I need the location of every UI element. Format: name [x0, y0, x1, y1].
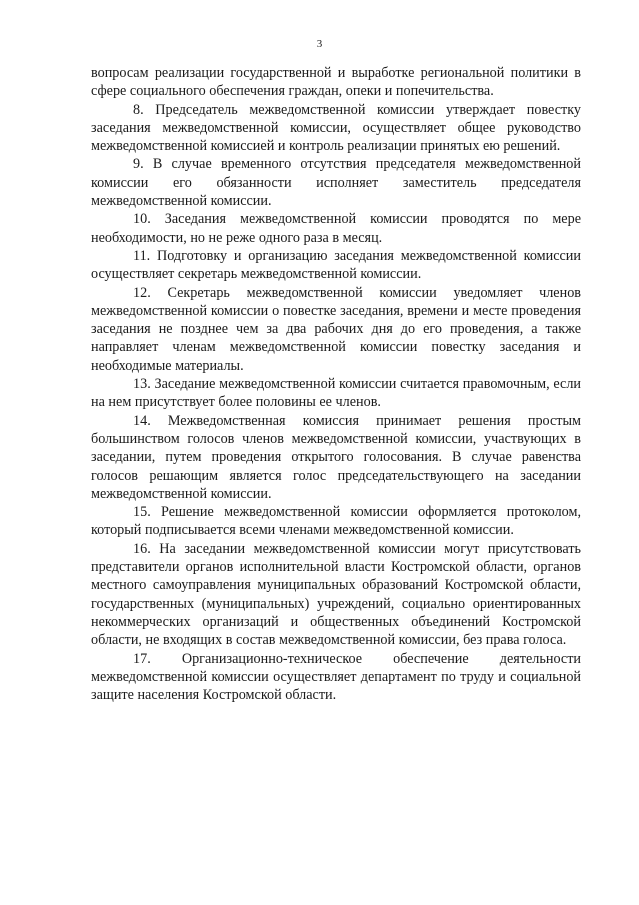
paragraph-13: 13. Заседание межведомственной комиссии считается правомочным, если на нем присутствует более половины ее членов. [91, 376, 581, 411]
paragraph-11: 11. Подготовку и организацию заседания межведомственной комиссии осуществляет секретарь межведомственной комиссии. [91, 247, 581, 283]
document-body [91, 64, 581, 704]
paragraph-12: 12. Секретарь межведомственной комиссии уведомляет членов межведомственной комиссии о повестке заседания, времени и месте проведения заседания не позднее чем за два рабочих дня до его проведения, а также направляет членам межведомственной комиссии повестку заседания и необходимые материалы. [91, 284, 581, 374]
paragraph-continuation: вопросам реализации государственной и выработке региональной политики в сфере социального обеспечения граждан, опеки и попечительства. [91, 65, 581, 100]
paragraph-9: 9. В случае временного отсутствия председателя межведомственной комиссии его обязанности исполняет заместитель председателя межведомственной комиссии. [91, 156, 581, 210]
paragraph-14: 14. Межведомственная комиссия принимает решения простым большинством голосов членов межведомственной комиссии, участвующих в заседании, путем проведения открытого голосования. В случае равенства голосов решающим является голос председательствующего на заседании межведомственной комиссии. [91, 412, 581, 502]
paragraph-16: 16. На заседании межведомственной комиссии могут присутствовать представители органов исполнительной власти Костромской области, органов местного самоуправления муниципальных образований Костромской области, государственных (муниципальных) учреждений, социально ориентированных некоммерческих организаций и общественных объединений Костромской области, не входящих в состав межведомственной комиссии, без права голоса. [91, 540, 581, 649]
page-number: 3 [316, 38, 323, 50]
paragraph-15: 15. Решение межведомственной комиссии оформляется протоколом, который подписывается всеми членами межведомственной комиссии. [91, 504, 581, 539]
paragraph-10: 10. Заседания межведомственной комиссии проводятся по мере необходимости, но не реже одного раза в месяц. [91, 211, 581, 246]
paragraph-17: 17. Организационно-техническое обеспечение деятельности межведомственной комиссии осуществляет департамент по труду и социальной защите населения Костромской области. [91, 650, 581, 704]
paragraph-8: 8. Председатель межведомственной комиссии утверждает повестку заседания межведомственной комиссии, осуществляет общее руководство межведомственной комиссией и контроль реализации принятых ею решений. [91, 101, 581, 155]
